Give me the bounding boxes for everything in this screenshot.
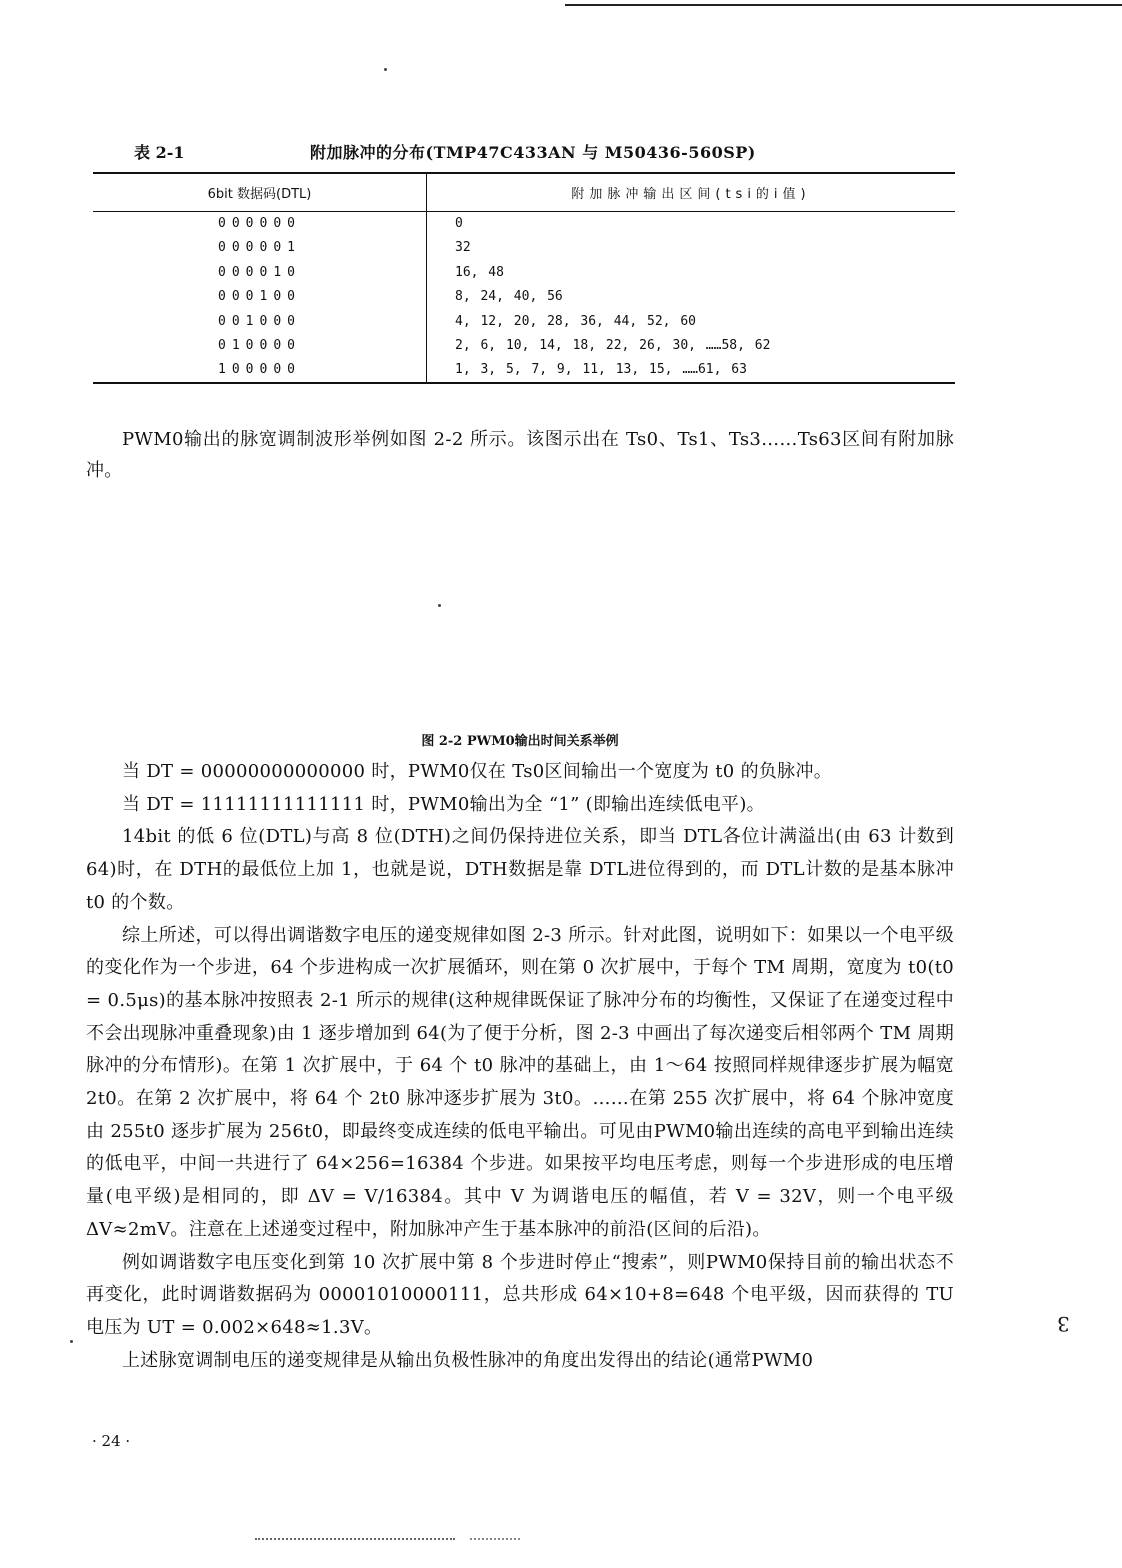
table-cell-interval: 0 — [455, 216, 463, 231]
table-cell-interval: 1, 3, 5, 7, 9, 11, 13, 15, ……61, 63 — [427, 358, 956, 383]
page-number: · 24 · — [92, 1432, 131, 1450]
table-cell-code: 100000 — [93, 358, 427, 383]
table-cell-code: 000100 — [93, 285, 427, 310]
table-row — [93, 211, 955, 236]
table-cell-interval: 2, 6, 10, 14, 18, 22, 26, 30, ……58, 62 — [455, 338, 771, 354]
table-row — [93, 334, 955, 359]
figure-caption: 图 2-2 PWM0输出时间关系举例 — [421, 734, 619, 749]
table-cell-code: 000000 — [93, 211, 427, 236]
table-header-row — [93, 173, 955, 211]
scan-speck — [70, 1340, 73, 1343]
table-cell-code: 010000 — [93, 334, 427, 359]
paragraph: 14bit 的低 6 位(DTL)与高 8 位(DTH)之间仍保持进位关系，即当 DTL各位计满溢出(由 63 计数到 64)时，在 DTH的最低位上加 1，也就是说，DTH数据是靠 DTL进位得到的，而 DTL计数的是基本脉冲 t0 的个数。 — [86, 826, 954, 913]
paragraph: 上述脉宽调制电压的递变规律是从输出负极性脉冲的角度出发得出的结论(通常PWM0 — [122, 1349, 814, 1371]
table-caption — [134, 140, 954, 164]
table-cell-interval: 32 — [455, 240, 471, 256]
pulse-distribution-table — [93, 172, 955, 384]
intro-paragraph: PWM0输出的脉宽调制波形举例如图 2-2 所示。该图示出在 Ts0、Ts1、Ts3……Ts63区间有附加脉冲。 — [86, 429, 954, 481]
scan-speck — [384, 68, 387, 71]
top-rule — [565, 4, 1122, 6]
scan-speck — [438, 604, 441, 607]
paragraph: 当 DT = 11111111111111 时，PWM0输出为全 “1” (即输出连续低电平)。 — [122, 793, 765, 815]
scan-artifact — [470, 1538, 520, 1542]
paragraph: 当 DT = 00000000000000 时，PWM0仅在 Ts0区间输出一个宽度为 t0 的负脉冲。 — [122, 761, 833, 782]
scan-artifact — [255, 1538, 455, 1542]
table-cell-code: 001000 — [93, 309, 427, 334]
table-cell-interval: 8, 24, 40, 56 — [455, 289, 563, 305]
paragraph: 综上所述，可以得出调谐数字电压的递变规律如图 2-3 所示。针对此图，说明如下：如果以一个电平级的变化作为一个步进，64 个步进构成一次扩展循环，则在第 0 次扩展中，于每个 TM 周期，宽度为 t0(t0 = 0.5μs)的基本脉冲按照表 2-1 所示的规律(这种规律既保证了脉冲分布的均衡性，又保证了在递变过程中不会出现脉冲重叠现象)由 1 逐步增加到 64(为了便于分析，图 2-3 中画出了每次递变后相邻两个 TM 周期脉冲的分布情形)。在第 1 次扩展中，于 64 个 t0 脉冲的基础上，由 1～64 按照同样规律逐步扩展为幅宽 2t0。在第 2 次扩展中，将 64 个 2t0 脉冲逐步扩展为 3t0。……在第 255 次扩展中，将 64 个脉冲宽度由 255t0 逐步扩展为 256t0，即最终变成连续的低电平输出。可见由PWM0输出连续的高电平到输出连续的低电平，中间一共进行了 64×256=16384 个步进。如果按平均电压考虑，则每一个步进形成的电压增量(电平级)是相同的，即 ΔV = V/16384。其中 V 为调谐电压的幅值，若 V = 32V，则一个电平级 ΔV≈2mV。注意在上述递变过程中，附加脉冲产生于基本脉冲的前沿(区间的后沿)。 — [86, 924, 954, 1240]
table-cell-code: 000010 — [93, 260, 427, 285]
intro-paragraph-block — [86, 424, 954, 486]
table-header-cell: 6bit 数据码(DTL) — [93, 173, 427, 211]
table-row — [93, 309, 955, 334]
table-header-cell: 附加脉冲输出区间(tsi的i值) — [427, 173, 956, 211]
table-number: 表 2-1 — [134, 143, 185, 162]
table-title: 附加脉冲的分布(TMP47C433AN 与 M50436-560SP) — [310, 143, 756, 162]
table-row — [93, 358, 955, 383]
margin-mark: 3 — [1057, 1312, 1070, 1336]
table-cell-interval: 16, 48 — [455, 264, 504, 280]
table-cell-code: 000001 — [93, 236, 427, 261]
paragraph: 例如调谐数字电压变化到第 10 次扩展中第 8 个步进时停止“搜索”，则PWM0保持目前的输出状态不再变化，此时调谐数据码为 00001010000111，总共形成 64×10+8=648 个电平级，因而获得的 TU 电压为 UT = 0.002×648≈1.3V。 — [86, 1251, 954, 1338]
table-row — [93, 236, 955, 261]
body-text — [86, 756, 954, 1377]
table-row — [93, 285, 955, 310]
table-cell-interval: 4, 12, 20, 28, 36, 44, 52, 60 — [455, 313, 696, 329]
table-row — [93, 260, 955, 285]
